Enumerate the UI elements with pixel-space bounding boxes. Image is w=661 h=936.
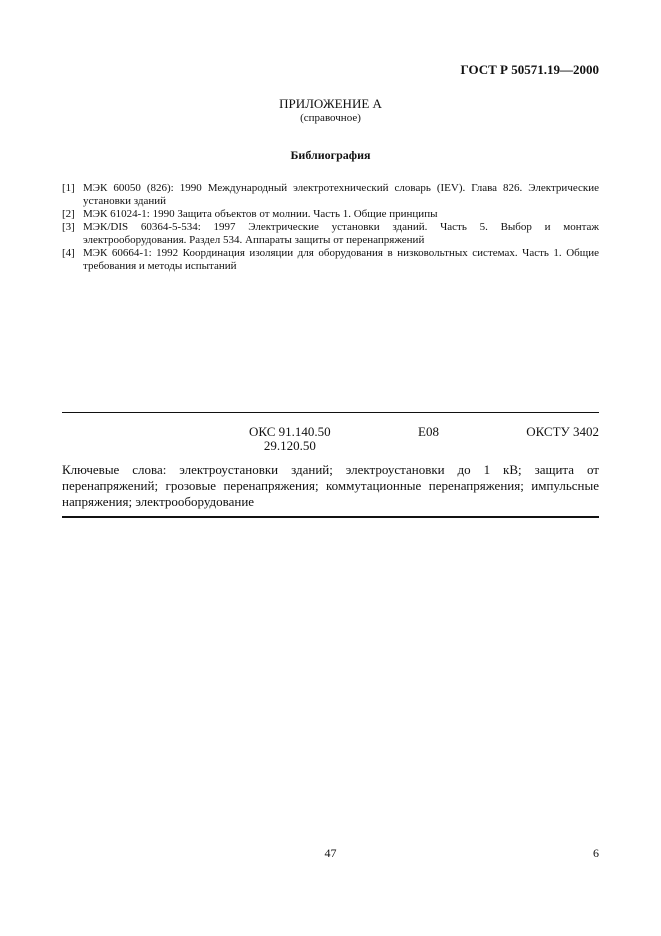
page-number: 47 (324, 846, 337, 860)
bibliography-item-text: МЭК 60050 (826): 1990 Международный электротехнический словарь (IEV). Глава 826. Электрические установки зданий (83, 182, 599, 207)
keywords: Ключевые слова: электроустановки зданий; электроустановки до 1 кВ; защита от перенапряжений; грозовые перенапряжения; коммутационные перенапряжения; импульсные напряжения; электрооборудование (62, 462, 599, 509)
appendix-title: ПРИЛОЖЕНИЕ А (279, 96, 382, 111)
bottom-divider (62, 516, 599, 518)
bibliography-item-text: МЭК 60664-1: 1992 Координация изоляции для оборудования в низковольтных системах. Часть 1. Общие требования и методы испытаний (83, 247, 599, 272)
bibliography-item (62, 208, 599, 221)
top-divider (62, 412, 599, 413)
bibliography-list (62, 182, 599, 273)
okc-code-secondary: 29.120.50 (263, 438, 316, 453)
standard-designation: ГОСТ Р 50571.19—2000 (460, 62, 599, 77)
sheet-number: 6 (593, 846, 599, 860)
okc-code-primary: ОКС 91.140.50 (249, 424, 331, 439)
bibliography-item (62, 182, 599, 208)
bibliography-item-number: [3] (62, 221, 75, 233)
bibliography-item (62, 221, 599, 247)
bibliography-title: Библиография (290, 148, 371, 162)
bibliography-item-text: МЭК 61024-1: 1990 Защита объектов от молнии. Часть 1. Общие принципы (83, 208, 438, 220)
appendix-subtitle: (справочное) (300, 112, 361, 124)
classification-group: Е08 (418, 424, 439, 439)
bibliography-item-number: [1] (62, 182, 75, 194)
bibliography-item-text: МЭК/DIS 60364-5-534: 1997 Электрические установки зданий. Часть 5. Выбор и монтаж электрооборудования. Раздел 534. Аппараты защиты от перенапряжений (83, 221, 599, 246)
bibliography-item-number: [2] (62, 208, 75, 220)
okc-code (249, 425, 331, 453)
okstu-code: ОКСТУ 3402 (526, 424, 599, 439)
bibliography-item-number: [4] (62, 247, 75, 259)
appendix-heading (0, 96, 661, 126)
bibliography-item (62, 247, 599, 273)
